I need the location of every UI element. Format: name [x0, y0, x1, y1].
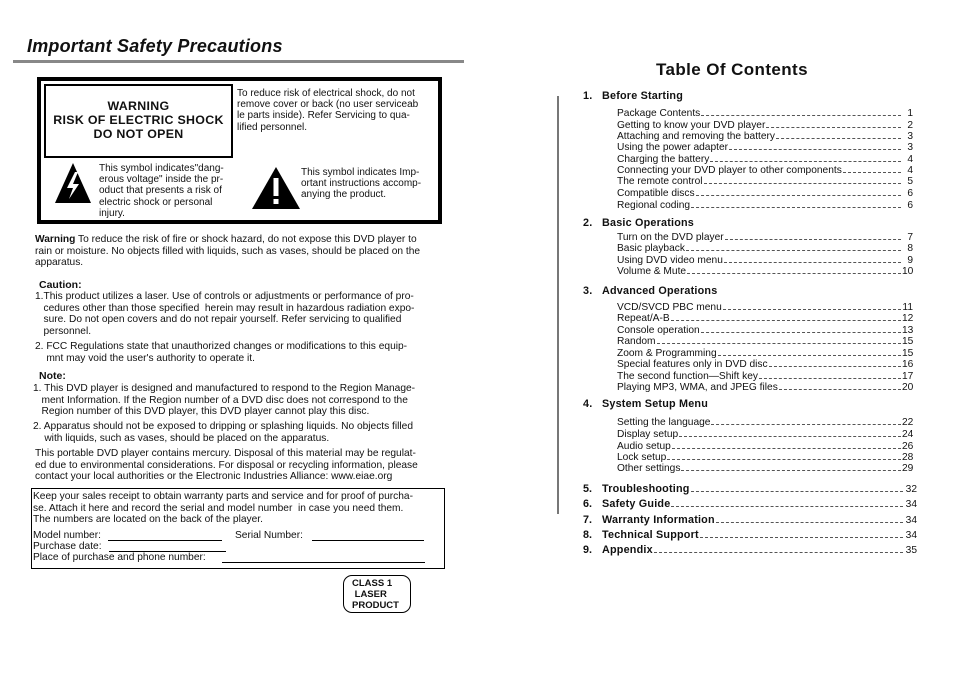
dot-leader	[718, 355, 901, 356]
mercury-notice	[35, 448, 418, 483]
caution-heading: Caution:	[39, 279, 82, 291]
text-line: 1. This DVD player is designed and manufactured to respond to the Region Manage-	[33, 383, 416, 394]
serial-number-label: Serial Number:	[235, 530, 303, 541]
toc-divider	[557, 96, 559, 514]
toc-page-number: 16	[902, 359, 914, 370]
toc-main-entry[interactable]	[583, 528, 917, 541]
section-number: 3.	[583, 285, 593, 297]
toc-page-number: 4	[907, 154, 913, 165]
note-item-1	[33, 383, 415, 418]
text-line: This portable DVD player contains mercury. Disposal of this material may be regulat-	[35, 448, 416, 459]
dot-leader	[671, 506, 903, 507]
toc-page-number: 15	[902, 336, 914, 347]
dot-leader	[701, 332, 901, 333]
toc-page-number: 7	[907, 232, 913, 243]
text-line: with liquids, such as vases, should be placed on the apparatus.	[33, 432, 330, 444]
text-line: apparatus.	[35, 257, 84, 268]
toc-entry-title: Console operation	[617, 325, 700, 336]
toc-page-number: 6	[907, 188, 913, 199]
section-number: 4.	[583, 398, 593, 410]
model-number-field[interactable]	[108, 540, 222, 541]
toc-page-number: 3	[907, 142, 913, 153]
toc-entry-title: VCD/SVCD PBC menu	[617, 302, 722, 313]
toc-main-entry[interactable]	[583, 543, 917, 556]
text-line: This symbol indicates"dang-	[99, 163, 224, 174]
text-line	[35, 234, 420, 246]
toc-entry[interactable]	[617, 335, 913, 347]
section-title: Safety Guide	[602, 498, 671, 510]
toc-page-number: 34	[905, 515, 917, 526]
text-line: personnel.	[35, 325, 92, 337]
toc-entry-title: Lock setup	[617, 452, 667, 463]
caution-item-2	[35, 341, 407, 364]
dot-leader	[723, 309, 901, 310]
toc-page-number: 35	[905, 545, 917, 556]
dot-leader	[672, 448, 901, 449]
title-rule	[13, 60, 464, 63]
section-number: 5.	[583, 483, 593, 495]
toc-entry[interactable]	[617, 141, 913, 153]
warning-do-not-open: DO NOT OPEN	[93, 127, 184, 141]
dot-leader	[686, 250, 901, 251]
dot-leader	[729, 149, 901, 150]
toc-page-number: 12	[902, 313, 914, 324]
text-line: injury.	[99, 207, 125, 219]
toc-entry-title: Compatible discs	[617, 188, 695, 199]
toc-title: Table Of Contents	[656, 60, 808, 79]
toc-main-entry[interactable]	[583, 482, 917, 495]
purchase-date-label: Purchase date:	[33, 541, 102, 552]
section-number: 7.	[583, 514, 593, 526]
toc-entry-title: Using DVD video menu	[617, 255, 723, 266]
toc-entry-title: Package Contents	[617, 108, 701, 119]
lightning-bolt-icon	[54, 162, 92, 204]
toc-entry[interactable]	[617, 187, 913, 199]
toc-entry-title: The second function—Shift key	[617, 371, 759, 382]
note-item-2	[33, 421, 413, 444]
toc-page-number: 6	[907, 200, 913, 211]
toc-entry[interactable]	[617, 381, 913, 393]
text-line: mnt may void the user's authority to operate it.	[35, 352, 255, 364]
text-line: 1.This product utilizes a laser. Use of controls or adjustments or performance of pro-	[35, 291, 414, 302]
toc-entry[interactable]	[617, 416, 913, 428]
text-line: To reduce risk of electrical shock, do not	[237, 88, 415, 99]
class1-laser-badge	[343, 575, 411, 613]
dot-leader	[843, 172, 901, 173]
text-line: contact your local authorities or the Electronic Industries Alliance: www.eiae.org	[35, 471, 393, 482]
section-number: 6.	[583, 498, 593, 510]
toc-entry-title: Setting the language	[617, 417, 711, 428]
dot-leader	[716, 522, 903, 523]
toc-entry-title: Charging the battery	[617, 154, 710, 165]
toc-page-number: 24	[902, 429, 914, 440]
text-line: ment Information. If the Region number of a DVD disc does not correspond to the	[33, 394, 408, 406]
dot-leader	[654, 552, 903, 553]
toc-entry-title: Repeat/A-B	[617, 313, 670, 324]
text-line: se. Attach it here and record the serial and model number in case you need them.	[33, 502, 404, 514]
text-line: 2. FCC Regulations state that unauthorized changes or modifications to this equip-	[35, 341, 408, 352]
note-heading: Note:	[39, 370, 66, 382]
dot-leader	[711, 424, 901, 425]
toc-page-number: 34	[905, 499, 917, 510]
toc-entry[interactable]	[617, 175, 913, 187]
toc-page-number: 32	[905, 484, 917, 495]
dot-leader	[671, 320, 901, 321]
dot-leader	[724, 262, 901, 263]
dot-leader	[769, 366, 901, 367]
section-title: Before Starting	[602, 90, 683, 102]
text-line: electric shock or personal	[99, 196, 213, 208]
section-title: Technical Support	[602, 529, 699, 541]
dot-leader	[657, 343, 901, 344]
section-number: 1.	[583, 90, 593, 102]
text-line: The numbers are located on the back of the player.	[33, 514, 263, 525]
toc-entry[interactable]	[617, 462, 913, 474]
toc-entry-title: Connecting your DVD player to other components	[617, 165, 842, 176]
dot-leader	[725, 239, 901, 240]
dot-leader	[687, 273, 901, 274]
text-line: This symbol indicates Imp-	[301, 167, 420, 178]
text-line: sure. Do not open covers and do not repair yourself. Refer servicing to qualified	[35, 314, 402, 325]
toc-entry[interactable]	[617, 428, 913, 440]
warning-lead: Warning	[35, 234, 76, 245]
toc-entry-title: Using the power adapter	[617, 142, 728, 153]
toc-entry-title: Regional coding	[617, 200, 691, 211]
toc-page-number: 11	[902, 302, 913, 313]
dot-leader	[704, 183, 902, 184]
voltage-symbol-note	[99, 163, 224, 219]
text-line: ed due to environmental considerations. For disposal or recycling information, please	[35, 459, 418, 471]
toc-page-number: 3	[907, 131, 913, 142]
toc-entry-title: Other settings	[617, 463, 681, 474]
text-line: erous voltage" inside the pr-	[99, 174, 224, 186]
dot-leader	[691, 207, 901, 208]
toc-page-number: 15	[902, 348, 914, 359]
exclamation-warning-icon	[251, 166, 301, 210]
toc-entry[interactable]	[617, 199, 913, 211]
section-title: Warranty Information	[602, 514, 715, 526]
instructions-symbol-note	[301, 167, 421, 201]
serial-number-field[interactable]	[312, 540, 424, 541]
toc-main-entry[interactable]	[583, 497, 917, 510]
place-phone-label: Place of purchase and phone number:	[33, 552, 206, 563]
text-line: Keep your sales receipt to obtain warranty parts and service and for proof of purcha-	[33, 491, 413, 502]
section-title: Appendix	[602, 544, 653, 556]
section-title: System Setup Menu	[602, 398, 708, 410]
dot-leader	[776, 138, 901, 139]
warning-heading: WARNING	[107, 99, 170, 113]
dot-leader	[779, 389, 901, 390]
dot-leader	[696, 195, 901, 196]
toc-page-number: 29	[902, 463, 914, 474]
text-line: oduct that presents a risk of	[99, 185, 222, 197]
toc-page-number: 28	[902, 452, 914, 463]
toc-entry-title: Display setup	[617, 429, 679, 440]
text-line: remove cover or back (no user serviceab	[237, 99, 419, 111]
toc-entry-title: Turn on the DVD player	[617, 232, 724, 243]
text-line: cedures other than those specified herein may result in hazardous radiation expo-	[35, 302, 415, 314]
badge-line: LASER	[352, 589, 387, 600]
text-line: 2. Apparatus should not be exposed to dripping or splashing liquids. No objects filled	[33, 421, 414, 432]
section-number: 8.	[583, 529, 593, 541]
toc-entry-title: Volume & Mute	[617, 266, 687, 277]
toc-page-number: 9	[907, 255, 913, 266]
section-title: Basic Operations	[602, 217, 695, 229]
section-number: 2.	[583, 217, 593, 229]
toc-entry-title: Basic playback	[617, 243, 685, 254]
toc-page-number: 22	[902, 417, 914, 428]
toc-page-number: 13	[902, 325, 914, 336]
text-line: Region number of this DVD player, this DVD player cannot play this disc.	[33, 406, 370, 417]
text-line: lified personnel.	[237, 121, 308, 133]
toc-entry[interactable]	[617, 242, 913, 254]
dot-leader	[667, 459, 901, 460]
section-title: Advanced Operations	[602, 285, 718, 297]
toc-page-number: 20	[902, 382, 914, 393]
caution-item-1	[35, 291, 414, 337]
toc-entry-title: Random	[617, 336, 656, 347]
dot-leader	[691, 491, 903, 492]
fire-shock-warning	[35, 234, 420, 269]
dot-leader	[700, 537, 903, 538]
toc-page-number: 34	[905, 530, 917, 541]
dot-leader	[701, 115, 901, 116]
badge-line: CLASS 1	[352, 578, 393, 589]
toc-entry-title: Attaching and removing the battery	[617, 131, 776, 142]
toc-entry-title: Getting to know your DVD player	[617, 120, 766, 131]
section-title: Troubleshooting	[602, 483, 690, 495]
dot-leader	[759, 378, 901, 379]
toc-page-number: 2	[907, 120, 913, 131]
receipt-instructions	[33, 491, 413, 526]
toc-entry[interactable]	[617, 265, 913, 277]
toc-page-number: 10	[902, 266, 914, 277]
dot-leader	[681, 470, 901, 471]
toc-main-entry[interactable]	[583, 513, 917, 526]
toc-entry-title: Playing MP3, WMA, and JPEG files	[617, 382, 778, 393]
toc-entry-title: Zoom & Programming	[617, 348, 717, 359]
toc-page-number: 8	[907, 243, 913, 254]
toc-entry-title: The remote control	[617, 176, 703, 187]
warning-risk-text: RISK OF ELECTRIC SHOCK	[53, 113, 224, 127]
toc-entry[interactable]	[617, 312, 913, 324]
text-line: ortant instructions accomp-	[301, 178, 422, 190]
toc-entry-title: Special features only in DVD disc	[617, 359, 768, 370]
toc-page-number: 17	[902, 371, 914, 382]
toc-page-number: 1	[907, 108, 913, 119]
dot-leader	[766, 127, 901, 128]
toc-page-number: 4	[907, 165, 913, 176]
text-line: le parts inside). Refer Servicing to qua-	[237, 110, 410, 122]
dot-leader	[710, 161, 901, 162]
toc-entry[interactable]	[617, 358, 913, 370]
toc-entry-title: Audio setup	[617, 441, 671, 452]
warning-label-box	[44, 84, 233, 158]
text-line: rain or moisture. No objects filled with liquids, such as vases, should be placed on the	[35, 245, 421, 257]
badge-line: PRODUCT	[352, 600, 399, 611]
warning-text: To reduce the risk of fire or shock hazard, do not expose this DVD player to	[75, 234, 417, 245]
page-title: Important Safety Precautions	[27, 36, 283, 56]
dot-leader	[679, 436, 901, 437]
shock-notice	[237, 88, 418, 133]
section-number: 9.	[583, 544, 593, 556]
model-number-label: Model number:	[33, 530, 101, 541]
text-line: anying the product.	[301, 189, 387, 201]
toc-page-number: 5	[907, 176, 913, 187]
place-phone-field[interactable]	[222, 562, 425, 563]
toc-entry[interactable]	[617, 107, 913, 119]
toc-page-number: 26	[902, 441, 914, 452]
